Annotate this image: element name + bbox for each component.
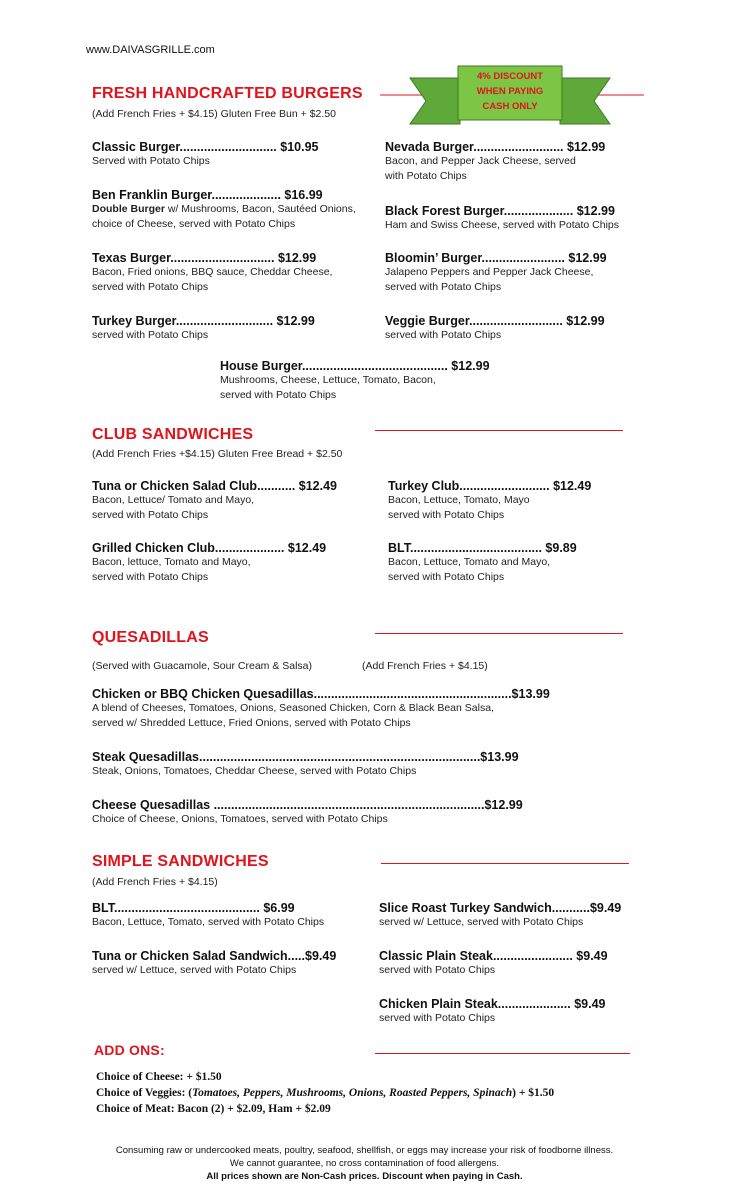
- menu-item-veggie-burger: Veggie Burger........................... $12.99 served with Potato Chips: [385, 314, 605, 341]
- menu-item-classic-plain-steak: Classic Plain Steak....................... $9.49 served with Potato Chips: [379, 949, 608, 976]
- menu-item-cheese-quesadillas: Cheese Quesadillas ..............................................................................$12.99 Choice of Cheese, Onions, Tomatoes, served with Potato Chips: [92, 798, 523, 825]
- menu-item-grilled-chicken-club: Grilled Chicken Club.................... $12.49 Bacon, lettuce, Tomato and Mayo, served with Potato Chips: [92, 541, 327, 583]
- banner-line-3: CASH ONLY: [482, 101, 538, 112]
- menu-item-house-burger: House Burger.......................................... $12.99 Mushrooms, Cheese, Lettuce, Tomato, Bacon, served with Potato Chips: [220, 359, 490, 401]
- banner-line-1: 4% DISCOUNT: [477, 71, 543, 82]
- menu-item-blt-club: BLT...................................... $9.89 Bacon, Lettuce, Tomato and Mayo, served with Potato Chips: [388, 541, 577, 583]
- addons-divider: [375, 1053, 630, 1054]
- club-title: CLUB SANDWICHES: [92, 426, 254, 443]
- addons-title: ADD ONS:: [94, 1042, 165, 1058]
- menu-item-blt-simple: BLT.......................................... $6.99 Bacon, Lettuce, Tomato, served with Potato Chips: [92, 901, 325, 928]
- menu-item-steak-quesadillas: Steak Quesadillas.................................................................................$13.99 Steak, Onions, Tomatoes, Cheddar Cheese, served with Potato Chips: [92, 750, 519, 777]
- club-note: (Add French Fries +$4.15) Gluten Free Bread + $2.50: [92, 448, 343, 460]
- menu-item-tuna-chicken-club: Tuna or Chicken Salad Club........... $12.49 Bacon, Lettuce/ Tomato and Mayo, served with Potato Chips: [92, 479, 337, 521]
- menu-item-ben-franklin-burger: Ben Franklin Burger.................... $16.99 Double Burger w/ Mushrooms, Bacon, Sautéed Onions, choice of Cheese, served with Potato Chips: [92, 188, 356, 230]
- burgers-note: (Add French Fries + $4.15) Gluten Free Bun + $2.50: [92, 108, 336, 120]
- menu-item-turkey-club: Turkey Club.......................... $12.49 Bacon, Lettuce, Tomato, Mayo served with Potato Chips: [388, 479, 592, 521]
- addon-veggies: Choice of Veggies: (Tomatoes, Peppers, Mushrooms, Onions, Roasted Peppers, Spinach) + $1.50: [96, 1087, 555, 1099]
- quesadillas-fries-note: (Add French Fries + $4.15): [362, 660, 488, 672]
- simple-note: (Add French Fries + $4.15): [92, 876, 218, 888]
- burgers-title: FRESH HANDCRAFTED BURGERS: [92, 85, 363, 102]
- menu-item-roast-turkey-sandwich: Slice Roast Turkey Sandwich...........$9.49 served w/ Lettuce, served with Potato Chips: [379, 901, 622, 928]
- quesadillas-title: QUESADILLAS: [92, 629, 209, 646]
- menu-item-classic-burger: Classic Burger............................ $10.95 Served with Potato Chips: [92, 140, 319, 167]
- quesadillas-note: (Served with Guacamole, Sour Cream & Salsa): [92, 660, 313, 672]
- menu-item-chicken-quesadillas: Chicken or BBQ Chicken Quesadillas.........................................................$13.99 A blend of Cheeses, Tomatoes, Onions, Seasoned Chicken, Corn & Black Bean Salsa, served w/ Shredded Lettuce, Fried Onions, served with Potato Chips: [92, 687, 550, 729]
- menu-item-tuna-chicken-sandwich: Tuna or Chicken Salad Sandwich.....$9.49 served w/ Lettuce, served with Potato Chips: [92, 949, 337, 976]
- addon-cheese: Choice of Cheese: + $1.50: [96, 1071, 222, 1083]
- addon-meat: Choice of Meat: Bacon (2) + $2.09, Ham + $2.09: [96, 1103, 331, 1115]
- menu-item-chicken-plain-steak: Chicken Plain Steak..................... $9.49 served with Potato Chips: [379, 997, 606, 1024]
- banner-line-2: WHEN PAYING: [476, 86, 544, 97]
- menu-item-texas-burger: Texas Burger.............................. $12.99 Bacon, Fried onions, BBQ sauce, Cheddar Cheese, served with Potato Chips: [92, 251, 333, 293]
- menu-item-black-forest-burger: Black Forest Burger.................... $12.99 Ham and Swiss Cheese, served with Potato Chips: [385, 204, 620, 231]
- club-divider: [375, 430, 623, 431]
- website-url: www.DAIVASGRILLE.com: [86, 44, 215, 56]
- discount-banner: [380, 62, 644, 130]
- quesadillas-divider: [375, 633, 623, 634]
- menu-item-turkey-burger: Turkey Burger............................ $12.99 served with Potato Chips: [92, 314, 315, 341]
- simple-title: SIMPLE SANDWICHES: [92, 853, 269, 870]
- menu-item-nevada-burger: Nevada Burger.......................... $12.99 Bacon, and Pepper Jack Cheese, served with Potato Chips: [385, 140, 606, 182]
- footer-disclaimer: Consuming raw or undercooked meats, poultry, seafood, shellfish, or eggs may increase your risk of foodborne illness. We cannot guarantee, no cross contamination of food allergens. All prices shown are Non-Cash prices. Discount when paying in Cash.: [115, 1145, 614, 1182]
- menu-item-bloomin-burger: Bloomin’ Burger........................ $12.99 Jalapeno Peppers and Pepper Jack Cheese, served with Potato Chips: [385, 251, 607, 293]
- simple-divider: [381, 863, 629, 864]
